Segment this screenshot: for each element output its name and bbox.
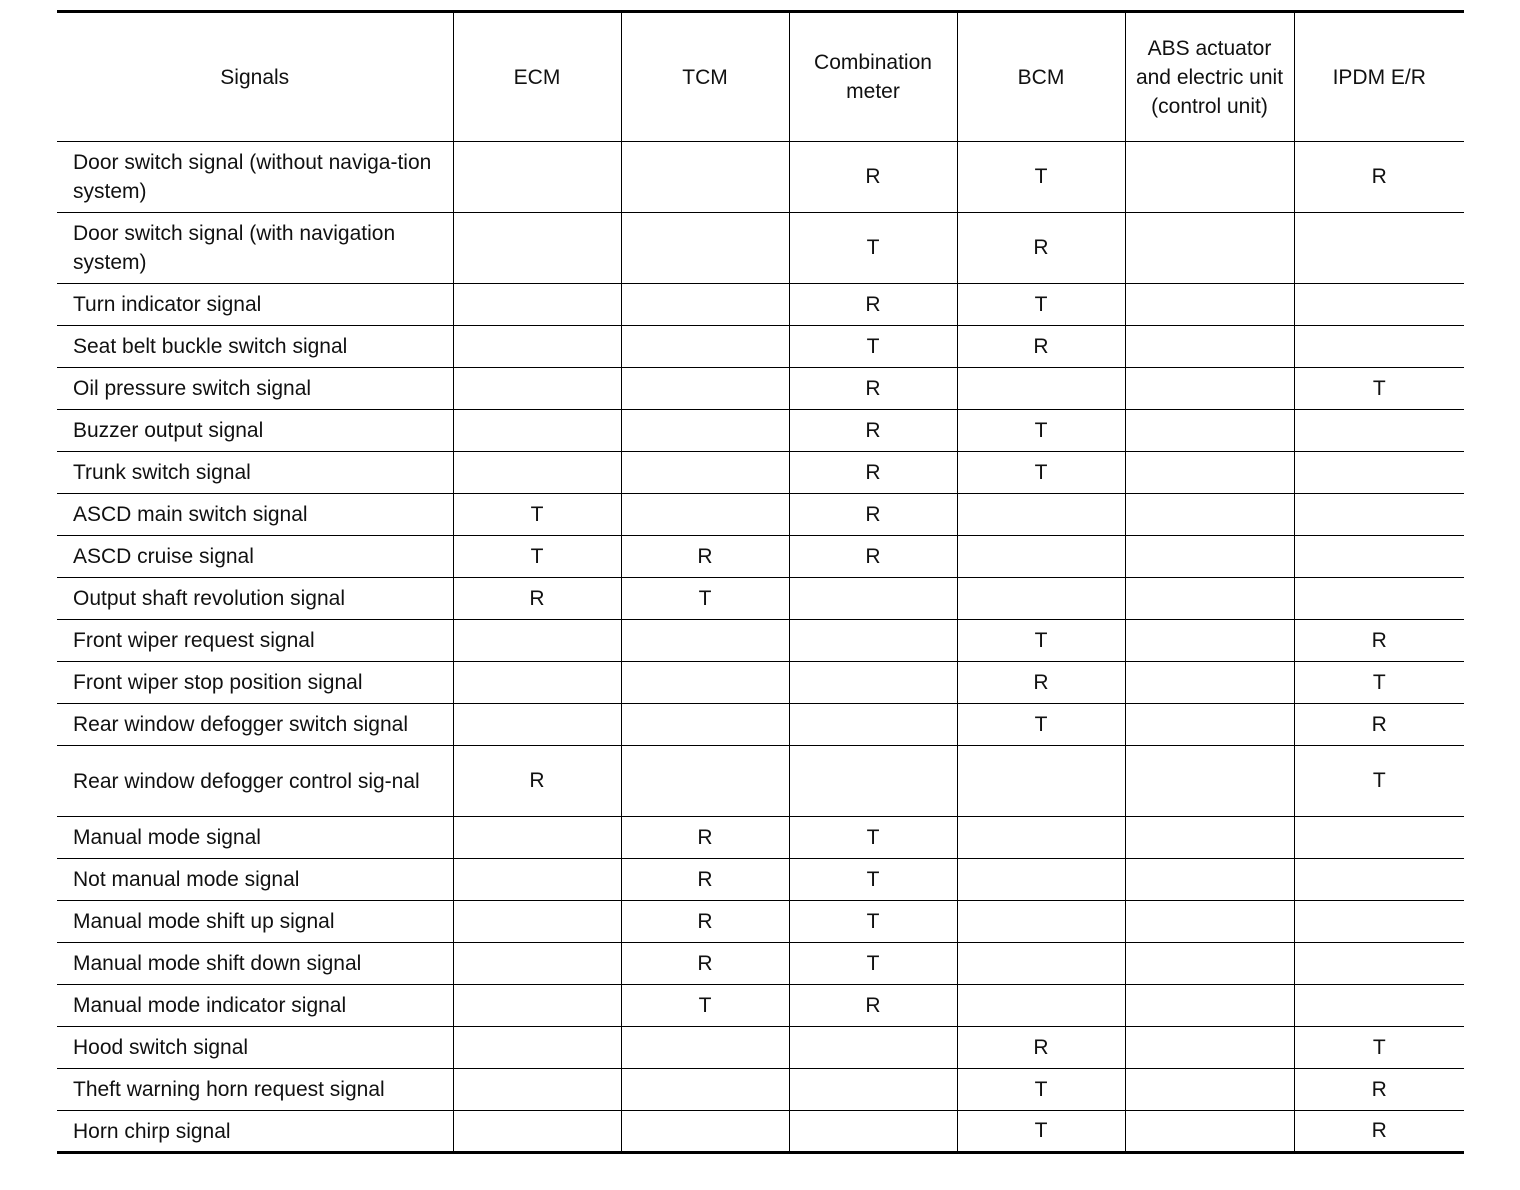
signal-role-cell: R [1294, 1111, 1464, 1153]
signal-role-cell [957, 943, 1125, 985]
signal-name-cell: Trunk switch signal [57, 452, 453, 494]
signal-role-cell [957, 901, 1125, 943]
signal-role-cell [453, 620, 621, 662]
header-signals: Signals [57, 12, 453, 142]
signal-role-cell [453, 452, 621, 494]
can-signal-table [57, 10, 1464, 1154]
signal-role-cell: T [957, 452, 1125, 494]
signal-role-cell [621, 1027, 789, 1069]
signal-name-cell: Turn indicator signal [57, 284, 453, 326]
signal-role-cell [1125, 746, 1294, 817]
signal-role-cell: R [789, 452, 957, 494]
signal-role-cell [1125, 859, 1294, 901]
signal-role-cell [621, 452, 789, 494]
signal-role-cell [621, 326, 789, 368]
signal-role-cell: T [957, 142, 1125, 213]
signal-role-cell: R [789, 494, 957, 536]
signal-role-cell: T [1294, 746, 1464, 817]
signal-role-cell: R [1294, 620, 1464, 662]
signal-role-cell [789, 620, 957, 662]
signal-role-cell [453, 1111, 621, 1153]
signal-role-cell [621, 410, 789, 452]
signal-role-cell: R [1294, 142, 1464, 213]
signal-role-cell [621, 494, 789, 536]
signal-role-cell [1125, 452, 1294, 494]
table-row [57, 1027, 1464, 1069]
table-row [57, 817, 1464, 859]
table-row [57, 1111, 1464, 1153]
signal-role-cell: T [789, 943, 957, 985]
signal-role-cell [453, 410, 621, 452]
signal-role-cell [1125, 985, 1294, 1027]
signal-name-cell: Manual mode signal [57, 817, 453, 859]
signal-role-cell [957, 368, 1125, 410]
signal-role-cell: T [1294, 662, 1464, 704]
signal-name-cell: Door switch signal (with navigation system) [57, 213, 453, 284]
signal-role-cell [1294, 452, 1464, 494]
signal-role-cell [621, 1069, 789, 1111]
header-combination-meter: Combination meter [789, 12, 957, 142]
signal-name-cell: Theft warning horn request signal [57, 1069, 453, 1111]
signal-role-cell: T [957, 704, 1125, 746]
signal-role-cell [789, 1027, 957, 1069]
signal-role-cell: R [789, 284, 957, 326]
signal-role-cell: T [621, 578, 789, 620]
signal-role-cell: R [789, 142, 957, 213]
table-row [57, 284, 1464, 326]
signal-role-cell [1125, 943, 1294, 985]
signal-role-cell [1125, 326, 1294, 368]
signal-role-cell: R [957, 662, 1125, 704]
signal-role-cell: T [957, 1111, 1125, 1153]
signal-role-cell: R [789, 368, 957, 410]
signal-role-cell: R [621, 859, 789, 901]
signal-name-cell: Front wiper request signal [57, 620, 453, 662]
signal-role-cell [1125, 662, 1294, 704]
header-abs-actuator: ABS actuator and electric unit (control unit) [1125, 12, 1294, 142]
signal-name-cell: Output shaft revolution signal [57, 578, 453, 620]
signal-role-cell: R [957, 213, 1125, 284]
table-row [57, 746, 1464, 817]
signal-role-cell: T [789, 901, 957, 943]
signal-role-cell [453, 284, 621, 326]
signal-role-cell [1125, 1111, 1294, 1153]
signal-role-cell [453, 213, 621, 284]
header-row [57, 12, 1464, 142]
signal-role-cell [1125, 704, 1294, 746]
signal-role-cell: T [1294, 368, 1464, 410]
signal-role-cell [957, 985, 1125, 1027]
signal-role-cell: T [789, 213, 957, 284]
signal-role-cell: R [1294, 1069, 1464, 1111]
signal-role-cell: R [621, 817, 789, 859]
table-row [57, 213, 1464, 284]
signal-name-cell: Manual mode indicator signal [57, 985, 453, 1027]
signal-name-cell: ASCD main switch signal [57, 494, 453, 536]
table-row [57, 620, 1464, 662]
signal-role-cell [1294, 326, 1464, 368]
signal-name-cell: ASCD cruise signal [57, 536, 453, 578]
table-row [57, 985, 1464, 1027]
signal-name-cell: Rear window defogger switch signal [57, 704, 453, 746]
header-ecm: ECM [453, 12, 621, 142]
signal-name-cell: Horn chirp signal [57, 1111, 453, 1153]
signal-role-cell [453, 817, 621, 859]
signal-role-cell: R [621, 536, 789, 578]
signal-role-cell [453, 943, 621, 985]
signal-role-cell [789, 746, 957, 817]
signal-role-cell [1125, 1069, 1294, 1111]
signal-role-cell [957, 859, 1125, 901]
signal-name-cell: Not manual mode signal [57, 859, 453, 901]
signal-name-cell: Buzzer output signal [57, 410, 453, 452]
signal-role-cell [1294, 410, 1464, 452]
signal-role-cell: T [789, 817, 957, 859]
signal-role-cell [1125, 368, 1294, 410]
signal-role-cell [957, 536, 1125, 578]
signal-role-cell [453, 662, 621, 704]
signal-role-cell [453, 1027, 621, 1069]
table-row [57, 494, 1464, 536]
signal-role-cell: T [789, 326, 957, 368]
signal-role-cell [1294, 494, 1464, 536]
signal-role-cell [789, 1111, 957, 1153]
signal-name-cell: Manual mode shift down signal [57, 943, 453, 985]
signal-role-cell [621, 213, 789, 284]
signal-name-cell: Door switch signal (without naviga-tion system) [57, 142, 453, 213]
signal-role-cell [957, 578, 1125, 620]
table-body [57, 142, 1464, 1153]
signal-role-cell: R [789, 985, 957, 1027]
signal-role-cell [1125, 284, 1294, 326]
signal-role-cell [1294, 213, 1464, 284]
signal-role-cell [453, 326, 621, 368]
signal-role-cell: R [621, 943, 789, 985]
signal-role-cell [1125, 817, 1294, 859]
signal-role-cell [1294, 943, 1464, 985]
table-row [57, 662, 1464, 704]
signal-role-cell: T [789, 859, 957, 901]
table-row [57, 901, 1464, 943]
signal-role-cell [621, 1111, 789, 1153]
signal-role-cell: T [621, 985, 789, 1027]
signal-role-cell: T [1294, 1027, 1464, 1069]
signal-role-cell [621, 368, 789, 410]
signal-role-cell: R [957, 1027, 1125, 1069]
signal-role-cell [1125, 1027, 1294, 1069]
signal-role-cell [453, 859, 621, 901]
signal-role-cell [621, 620, 789, 662]
signal-role-cell [789, 1069, 957, 1111]
header-ipdm-er: IPDM E/R [1294, 12, 1464, 142]
signal-role-cell [621, 746, 789, 817]
signal-role-cell [1125, 578, 1294, 620]
signal-role-cell [957, 817, 1125, 859]
header-tcm: TCM [621, 12, 789, 142]
signal-name-cell: Front wiper stop position signal [57, 662, 453, 704]
signal-role-cell [1125, 494, 1294, 536]
signal-role-cell [453, 704, 621, 746]
signal-role-cell [1125, 410, 1294, 452]
signal-role-cell [621, 662, 789, 704]
signal-role-cell [621, 704, 789, 746]
signal-role-cell: R [957, 326, 1125, 368]
signal-role-cell [1125, 536, 1294, 578]
table-row [57, 410, 1464, 452]
signal-name-cell: Oil pressure switch signal [57, 368, 453, 410]
table-row [57, 536, 1464, 578]
signal-role-cell [789, 704, 957, 746]
table-row [57, 578, 1464, 620]
table-row [57, 704, 1464, 746]
signal-role-cell [957, 494, 1125, 536]
signal-role-cell [621, 284, 789, 326]
signal-role-cell [1294, 578, 1464, 620]
signal-role-cell: T [957, 410, 1125, 452]
signal-role-cell: R [621, 901, 789, 943]
signal-role-cell: T [957, 284, 1125, 326]
signal-role-cell: R [789, 536, 957, 578]
signal-role-cell [453, 985, 621, 1027]
signal-role-cell [1125, 620, 1294, 662]
signal-role-cell: R [789, 410, 957, 452]
signal-role-cell [789, 578, 957, 620]
signal-role-cell: T [957, 1069, 1125, 1111]
table-row [57, 859, 1464, 901]
table-row [57, 452, 1464, 494]
signal-role-cell [453, 1069, 621, 1111]
signal-role-cell: T [453, 536, 621, 578]
signal-role-cell [1294, 284, 1464, 326]
signal-role-cell [1294, 536, 1464, 578]
table-row [57, 142, 1464, 213]
signal-name-cell: Seat belt buckle switch signal [57, 326, 453, 368]
signal-role-cell [957, 746, 1125, 817]
signal-role-cell [1125, 213, 1294, 284]
signal-role-cell: R [453, 746, 621, 817]
signal-role-cell [1125, 901, 1294, 943]
signal-name-cell: Rear window defogger control sig-nal [57, 746, 453, 817]
signal-role-cell: T [957, 620, 1125, 662]
signal-role-cell: R [1294, 704, 1464, 746]
signal-role-cell [1294, 859, 1464, 901]
signal-role-cell [1294, 901, 1464, 943]
signal-role-cell [621, 142, 789, 213]
table-row [57, 326, 1464, 368]
signal-role-cell: R [453, 578, 621, 620]
signal-role-cell [453, 901, 621, 943]
signal-role-cell: T [453, 494, 621, 536]
signal-role-cell [1125, 142, 1294, 213]
signal-name-cell: Manual mode shift up signal [57, 901, 453, 943]
signal-name-cell: Hood switch signal [57, 1027, 453, 1069]
signal-role-cell [789, 662, 957, 704]
signal-role-cell [453, 368, 621, 410]
table-row [57, 1069, 1464, 1111]
signal-role-cell [453, 142, 621, 213]
header-bcm: BCM [957, 12, 1125, 142]
signal-role-cell [1294, 985, 1464, 1027]
table-row [57, 368, 1464, 410]
signal-role-cell [1294, 817, 1464, 859]
table-row [57, 943, 1464, 985]
